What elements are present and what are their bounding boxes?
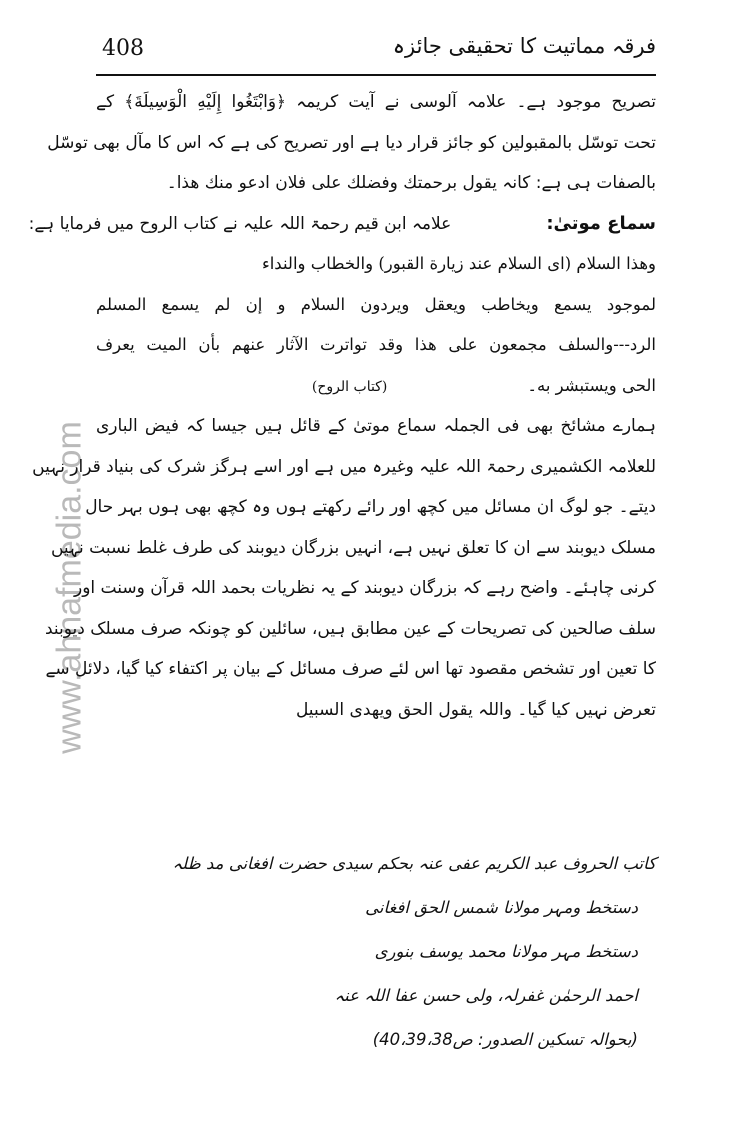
citation-line: (بحوالہ تسکین الصدور: ص40،39،38) xyxy=(372,1030,638,1049)
arabic-line: وهذا السلام (اى السلام عند زيارة القبور) والخطاب والنداء xyxy=(261,254,656,273)
arabic-line: الرد---والسلف مجمعون على هذا وقد تواترت الآثار عنهم بأن الميت يعرف xyxy=(96,335,656,354)
text-line: کرنی چاہئے۔ واضح رہے کہ بزرگان دیوبند کے یہ نظریات بحمد اللہ قرآن وسنت اور xyxy=(73,578,656,598)
signature-line: کاتب الحروف عبد الکریم عفی عنہ بحکم سیدی حضرت افغانی مد ظلہ xyxy=(172,854,656,873)
text-line: سلف صالحین کی تصریحات کے عین مطابق ہیں، سائلین کو چونکہ صرف مسلک دیوبند xyxy=(44,618,656,639)
arabic-line xyxy=(96,366,656,407)
section-heading: سماع موتیٰ: xyxy=(546,212,656,234)
text-line: کا تعین اور تشخص مقصود تھا اس لئے صرف مسائل کے بیان پر اکتفاء کیا گیا، دلائل سے xyxy=(45,659,656,679)
signatures-block xyxy=(96,842,656,1062)
text-line: تعرض نہیں کیا گیا۔ واللہ یقول الحق ویھدی السبیل xyxy=(295,699,656,720)
header-rule xyxy=(96,74,656,76)
text-span: کے xyxy=(96,92,115,112)
text-line: ہمارے مشائخ بھی فی الجملہ سماع موتیٰ کے قائل ہیں جیسا کہ فیض الباری xyxy=(96,416,656,436)
text-line: للعلامہ الکشمیری رحمۃ اللہ علیہ وغیرہ میں ہے اور اسے ہرگز شرک کی بنیاد قرار نہیں xyxy=(32,456,656,477)
text-line: تحت توسّل بالمقبولین کو جائز قرار دیا ہے اور تصریح کی ہے کہ اس کا مآل بھی توسّل xyxy=(47,132,656,153)
text-span: الحى ويستبشر به۔ xyxy=(527,375,656,395)
text-span: تصریح موجود ہے۔ علامہ آلوسی نے آیت کریمہ xyxy=(296,92,657,112)
text-line xyxy=(96,82,656,123)
text-line: دیتے۔ جو لوگ ان مسائل میں کچھ اور رائے رکھتے ہوں وہ کچھ بھی ہوں بہر حال xyxy=(85,497,656,517)
signature-line: احمد الرحمٰن غفرلہ، ولی حسن عفا اللہ عنہ xyxy=(334,986,638,1005)
page-header xyxy=(96,30,656,70)
text-span: علامہ ابن قیم رحمۃ اللہ علیہ نے کتاب الروح میں فرمایا ہے: xyxy=(28,213,452,234)
text-line xyxy=(28,204,656,245)
signature-line: دستخط مہر مولانا محمد یوسف بنوری xyxy=(374,942,638,961)
quran-quote: ﴿وَابْتَغُوا إِلَيْهِ الْوَسِيلَةَ﴾ xyxy=(124,92,287,112)
page-number: 408 xyxy=(102,36,144,61)
signature-line: دستخط ومہر مولانا شمس الحق افغانی xyxy=(365,898,638,917)
running-title: فرقہ مماتیت کا تحقیقی جائزہ xyxy=(392,34,656,58)
arabic-line: لموجود يسمع ويخاطب ويعقل ويردون السلام و إن لم يسمع المسلم xyxy=(96,294,656,314)
watermark: www.ahnafmedia.com xyxy=(50,421,89,754)
text-line: مسلک دیوبند سے ان کا تعلق نہیں ہے، انہیں بزرگان دیوبند کی طرف غلط نسبت نہیں xyxy=(50,537,656,558)
reference-note: (کتاب الروح) xyxy=(311,378,388,395)
text-line: بالصفات ہی ہے: کانہ یقول برحمتك وفضلك على فلان ادعو منك هذا۔ xyxy=(166,173,656,193)
